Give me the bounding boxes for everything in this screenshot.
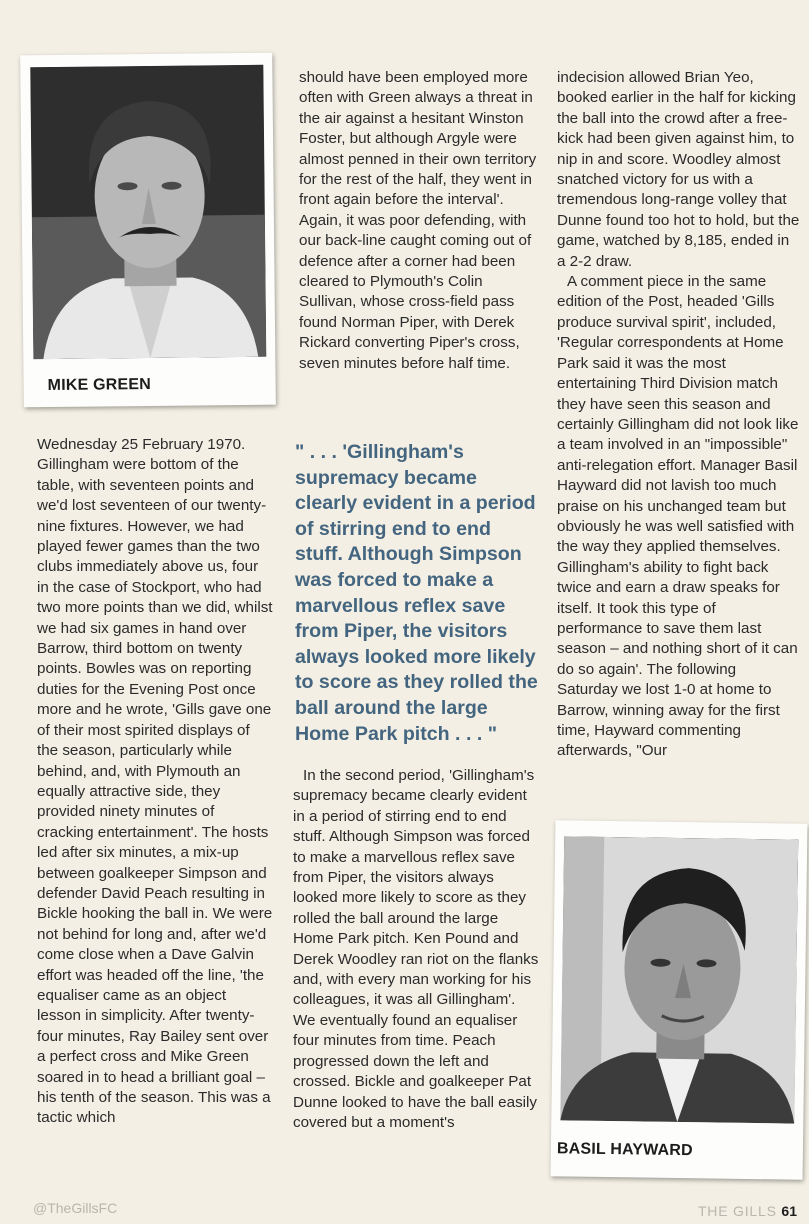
- photo-caption-basil-hayward: BASIL HAYWARD: [556, 1140, 693, 1160]
- body-paragraph: In the second period, 'Gillingham's supremacy became clearly evident in a period of stirring end to end stuff. Although Simpson was forced to make a marvellous reflex save from Piper, the visitors always looked more likely to score as they rolled the ball around the large Home Park pitch. Ken Pound and Derek Woodley ran riot on the flanks and, with every man working for his colleagues, it was all Gillingham'. We eventually found an equaliser four minutes from time. Peach progressed down the left and crossed. Bickle and goalkeeper Pat Dunne looked to have the ball easily covered but a moment's: [293, 767, 539, 1131]
- portrait-illustration: [560, 836, 798, 1123]
- body-paragraph: A comment piece in the same edition of the Post, headed 'Gills produce survival spirit', included, 'Regular correspondents at Home Park said it was the most entertaining Third Division match they have seen this season and certainly Gillingham did not look like a team involved in an "impossible" anti-relegation effort. Manager Basil Hayward did not lavish too much praise on his unchanged team but obviously he was well satisfied with the way they applied themselves. Gillingham's ability to fight back twice and earn a draw speaks for itself. It took this type of performance to save them last season – and nothing short of it can do so again'. The following Saturday we lost 1-0 at home to Barrow, winning away for the first time, Hayward commenting afterwards, "Our: [557, 273, 799, 760]
- article-column-2-bottom: [293, 766, 539, 1133]
- body-paragraph: indecision allowed Brian Yeo, booked earlier in the half for kicking the ball into the crowd after a free-kick had been given against him, to nip in and score. Woodley almost snatched victory for us with a tremendous long-range volley that Dunne found too hot to hold, but the game, watched by 8,185, ended in a 2-2 draw.: [557, 69, 800, 270]
- article-column-3: [557, 68, 801, 762]
- article-column-2-top: [299, 68, 541, 374]
- basil-hayward-photo: [560, 836, 798, 1123]
- pull-quote: " . . . 'Gillingham's supremacy became clearly evident in a period of stirring end to end stuff. Although Simpson was forced to make a marvellous reflex save from Piper, the visitors always looked more likely to score as they rolled the ball around the large Home Park pitch . . . ": [295, 441, 538, 745]
- portrait-illustration: [30, 65, 266, 359]
- page-footer: [698, 1203, 797, 1219]
- body-paragraph: Wednesday 25 February 1970. Gillingham were bottom of the table, with seventeen points and we'd lost seventeen of our twenty-nine fixtures. However, we had played fewer games than the two clubs immediately above us, four in the case of Stockport, who had two more points than we did, whilst we had six games in hand over Barrow, third bottom on twenty points. Bowles was on reporting duties for the Evening Post once more and he wrote, 'Gills gave one of their most spirited displays of the season, particularly while behind, and, with Plymouth an equally attractive side, they provided ninety minutes of cracking entertainment'. The hosts led after six minutes, a mix-up between goalkeeper Simpson and defender David Peach resulting in Bickle hooking the ball in. We were not behind for long and, after we'd come close when a Dave Galvin effort was headed off the line, 'the equaliser came as an object lesson in simplicity. After twenty-four minutes, Ray Bailey sent over a perfect cross and Mike Green soared in to head a brilliant goal – his tenth of the season. This was a tactic which: [37, 436, 273, 1127]
- photo-caption-mike-green: MIKE GREEN: [47, 375, 152, 395]
- article-column-1: [37, 435, 273, 1129]
- magazine-name: THE GILLS: [697, 1203, 777, 1219]
- body-paragraph: should have been employed more often with Green always a threat in the air against a hesitant Winston Foster, but although Argyle were almost penned in their own territory for the rest of the half, they went in front again before the interval'. Again, it was poor defending, with our back-line caught coming out of defence after a corner had been cleared to Plymouth's Colin Sullivan, whose cross-field pass found Norman Piper, with Derek Rickard converting Piper's cross, seven minutes before half time.: [299, 69, 537, 372]
- page-number: 61: [781, 1203, 797, 1219]
- social-handle: @TheGillsFC: [33, 1200, 118, 1216]
- photo-card-basil-hayward: [551, 820, 808, 1179]
- photo-card-mike-green: [20, 53, 276, 408]
- mike-green-photo: [30, 65, 266, 359]
